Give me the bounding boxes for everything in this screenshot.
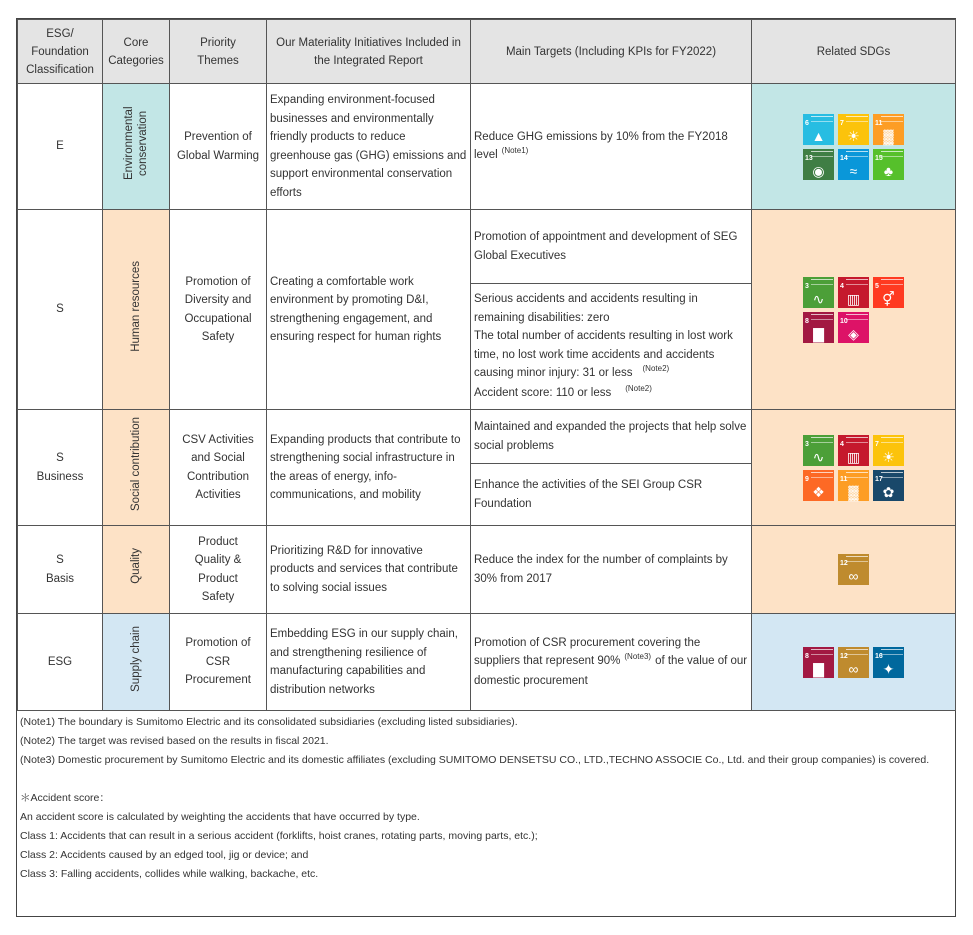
sdg-number: 11 xyxy=(875,119,883,127)
sdg-number: 3 xyxy=(805,440,809,448)
esg-cell xyxy=(18,526,103,614)
sdg-17-partnership-icon xyxy=(873,470,904,501)
sdg-cell xyxy=(752,410,956,526)
sdg-7-sun-icon xyxy=(873,435,904,466)
sdg-number: 5 xyxy=(875,282,879,290)
note-ref: (Note2) xyxy=(625,383,652,393)
sdg-icon-grid xyxy=(752,114,955,180)
city-icon: ▓ xyxy=(848,483,859,500)
sdg-title-lines xyxy=(881,437,903,443)
table-row xyxy=(18,210,956,284)
initiative-cell: Embedding ESG in our supply chain, and strengthening resilience of manufacturing capabilities and distribution networks xyxy=(267,614,471,711)
sdg-title-lines xyxy=(881,472,903,478)
sdg-4-book-icon xyxy=(838,435,869,466)
sdg-cell xyxy=(752,526,956,614)
sdg-title-lines xyxy=(811,649,833,655)
materiality-document xyxy=(16,18,956,917)
sdg-number: 10 xyxy=(840,317,848,325)
target-text: Promotion of CSR procurement covering the suppliers that represent 90% xyxy=(474,636,701,668)
accident-score-description: An accident score is calculated by weighting the accidents that have occurred by type. xyxy=(20,811,420,823)
esg-cell xyxy=(18,614,103,711)
partnership-icon: ✿ xyxy=(882,483,895,500)
header-initiatives: Our Materiality Initiatives Included in the Integrated Report xyxy=(267,20,471,84)
header-sdgs: Related SDGs xyxy=(752,20,956,84)
note-ref: (Note3) xyxy=(624,652,652,662)
sdg-3-heartbeat-icon xyxy=(803,435,834,466)
sdg-9-cube-icon xyxy=(803,470,834,501)
sdg-title-lines xyxy=(881,151,903,157)
sdg-title-lines xyxy=(846,437,868,443)
sdg-number: 12 xyxy=(840,652,848,660)
eye-globe-icon: ◉ xyxy=(812,162,825,179)
sdg-icon-grid xyxy=(752,277,955,343)
sdg-6-water-drop-icon xyxy=(803,114,834,145)
sdg-7-sun-icon xyxy=(838,114,869,145)
core-label: Social contribution xyxy=(130,417,142,512)
initiative-cell: Creating a comfortable work environment by promoting D&I, strengthening engagement, and ensuring respect for human rights xyxy=(267,210,471,410)
initiative-cell: Expanding environment-focused businesses and environmentally friendly products to reduce greenhouse gas (GHG) emissions and support environmental conservation efforts xyxy=(267,84,471,210)
cube-icon: ❖ xyxy=(812,483,825,500)
note-ref: (Note1) xyxy=(501,146,529,155)
theme-cell: CSV Activities and Social Contribution Activities xyxy=(170,410,267,526)
esg-value: S xyxy=(56,303,64,316)
esg-value: E xyxy=(56,140,64,153)
sdg-11-city-icon xyxy=(873,114,904,145)
core-label: Environmental conservation xyxy=(123,106,149,181)
target-cell: Maintained and expanded the projects that help solve social problems xyxy=(471,410,752,464)
sdg-16-dove-icon xyxy=(873,647,904,678)
theme-cell: Product Quality & Product Safety xyxy=(170,526,267,614)
class3-text: Class 3: Falling accidents, collides while walking, backache, etc. xyxy=(20,868,319,880)
sdg-title-lines xyxy=(846,279,868,285)
header-core: Core Categories xyxy=(103,20,170,84)
target-cell xyxy=(471,284,752,410)
sdg-12-infinity-icon xyxy=(838,647,869,678)
initiative-cell: Prioritizing R&D for innovative products and services that contribute to solving social issues xyxy=(267,526,471,614)
target-text: Reduce GHG emissions by 10% from the FY2018 level xyxy=(474,130,728,161)
infinity-icon: ∞ xyxy=(848,660,859,677)
sdg-title-lines xyxy=(811,314,833,320)
sdg-title-lines xyxy=(881,279,903,285)
header-theme: Priority Themes xyxy=(170,20,267,84)
target-cell xyxy=(471,614,752,711)
header-row xyxy=(18,20,956,84)
sdg-3-heartbeat-icon xyxy=(803,277,834,308)
header-esg: ESG/ Foundation Classification xyxy=(18,20,103,84)
target-line xyxy=(474,384,748,404)
core-cell xyxy=(103,526,170,614)
sdg-number: 3 xyxy=(805,282,809,290)
sdg-title-lines xyxy=(846,472,868,478)
sdg-number: 15 xyxy=(875,154,883,162)
water-drop-icon: ▲ xyxy=(811,127,826,144)
sun-icon: ☀ xyxy=(847,127,860,144)
sdg-number: 7 xyxy=(840,119,844,127)
sdg-12-infinity-icon xyxy=(838,554,869,585)
sdg-cell xyxy=(752,84,956,210)
target-line: Serious accidents and accidents resulting in remaining disabilities: zero xyxy=(474,293,698,324)
target-line xyxy=(474,327,748,384)
esg-value: S xyxy=(56,452,64,464)
footnotes xyxy=(20,713,951,884)
sdg-number: 13 xyxy=(805,154,813,162)
sdg-title-lines xyxy=(846,116,868,122)
core-cell xyxy=(103,410,170,526)
dove-icon: ✦ xyxy=(882,660,895,677)
core-cell xyxy=(103,210,170,410)
note2: (Note2) The target was revised based on the results in fiscal 2021. xyxy=(20,735,329,747)
core-cell xyxy=(103,614,170,711)
accident-score-heading: ＊Accident score： xyxy=(20,792,110,804)
sdg-number: 4 xyxy=(840,282,844,290)
sdg-number: 14 xyxy=(840,154,848,162)
sdg-title-lines xyxy=(811,279,833,285)
city-icon: ▓ xyxy=(883,127,894,144)
growth-chart-icon: ▇ xyxy=(813,660,824,677)
sdg-8-growth-chart-icon xyxy=(803,647,834,678)
class1-text: Class 1: Accidents that can result in a serious accident (forklifts, hoist cranes, rotating parts, moving parts, etc.); xyxy=(20,830,538,842)
class2-text: Class 2: Accidents caused by an edged tool, jig or device; and xyxy=(20,849,309,861)
table-row xyxy=(18,526,956,614)
theme-cell: Promotion of CSR Procurement xyxy=(170,614,267,711)
equality-icon: ◈ xyxy=(848,325,859,342)
sdg-icon-grid xyxy=(752,647,955,678)
sdg-number: 9 xyxy=(805,475,809,483)
sdg-title-lines xyxy=(811,151,833,157)
target-cell: Reduce the index for the number of complaints by 30% from 2017 xyxy=(471,526,752,614)
sdg-title-lines xyxy=(811,116,833,122)
note1: (Note1) The boundary is Sumitomo Electric and its consolidated subsidiaries (excluding listed subsidiaries). xyxy=(20,716,518,728)
sdg-title-lines xyxy=(846,649,868,655)
core-cell xyxy=(103,84,170,210)
gender-icon: ⚥ xyxy=(882,290,895,307)
sdg-8-growth-chart-icon xyxy=(803,312,834,343)
sdg-title-lines xyxy=(881,116,903,122)
tree-icon: ♣ xyxy=(883,162,894,179)
fish-icon: ≈ xyxy=(849,162,858,179)
note3: (Note3) Domestic procurement by Sumitomo Electric and its domestic affiliates (excluding SUMITOMO DENSETSU CO., LTD.,TECHNO ASSOCIE Co., Ltd. and their group companies) is covered. xyxy=(20,754,930,766)
sdg-title-lines xyxy=(846,314,868,320)
sdg-number: 6 xyxy=(805,119,809,127)
table-row xyxy=(18,84,956,210)
target-cell: Enhance the activities of the SEI Group CSR Foundation xyxy=(471,464,752,526)
core-label: Supply chain xyxy=(130,625,142,692)
target-text: Accident score: 110 or less xyxy=(474,386,612,399)
core-label: Quality xyxy=(130,548,142,585)
heartbeat-icon: ∿ xyxy=(812,290,825,307)
infinity-icon: ∞ xyxy=(848,568,859,584)
sdg-icon-grid xyxy=(752,554,955,585)
target-cell: Promotion of appointment and development of SEG Global Executives xyxy=(471,210,752,284)
sdg-title-lines xyxy=(811,437,833,443)
sdg-14-fish-icon xyxy=(838,149,869,180)
book-icon: ▥ xyxy=(846,448,861,465)
sdg-number: 8 xyxy=(805,317,809,325)
sdg-10-equality-icon xyxy=(838,312,869,343)
core-label: Human resources xyxy=(130,260,142,352)
sdg-title-lines xyxy=(811,472,833,478)
header-targets: Main Targets (Including KPIs for FY2022) xyxy=(471,20,752,84)
sdg-number: 8 xyxy=(805,652,809,660)
sdg-title-lines xyxy=(846,556,868,562)
theme-cell: Prevention of Global Warming xyxy=(170,84,267,210)
table-row xyxy=(18,614,956,711)
sdg-13-eye-globe-icon xyxy=(803,149,834,180)
esg-value: S xyxy=(56,554,64,566)
esg-cell xyxy=(18,84,103,210)
sdg-4-book-icon xyxy=(838,277,869,308)
sdg-5-gender-icon xyxy=(873,277,904,308)
esg-subvalue: Business xyxy=(36,470,84,483)
initiative-cell: Expanding products that contribute to strengthening social infrastructure in the areas of energy, info-communications, and mobility xyxy=(267,410,471,526)
sdg-cell xyxy=(752,210,956,410)
sdg-number: 12 xyxy=(840,560,848,567)
sdg-icon-grid xyxy=(752,435,955,501)
table-row xyxy=(18,410,956,464)
growth-chart-icon: ▇ xyxy=(813,325,824,342)
sdg-number: 7 xyxy=(875,440,879,448)
target-cell xyxy=(471,84,752,210)
esg-cell xyxy=(18,210,103,410)
sdg-cell xyxy=(752,614,956,711)
sdg-title-lines xyxy=(881,649,903,655)
esg-cell xyxy=(18,410,103,526)
sdg-title-lines xyxy=(846,151,868,157)
sdg-11-city-icon xyxy=(838,470,869,501)
sdg-15-tree-icon xyxy=(873,149,904,180)
target-text: The total number of accidents resulting in lost work time, no lost work time accidents and accidents causing minor injury: 31 or less xyxy=(474,330,733,379)
sdg-number: 11 xyxy=(840,475,848,483)
note-ref: (Note2) xyxy=(642,364,670,373)
heartbeat-icon: ∿ xyxy=(812,448,825,465)
sdg-number: 4 xyxy=(840,440,844,448)
sdg-number: 17 xyxy=(875,475,883,483)
book-icon: ▥ xyxy=(846,290,861,307)
sdg-number: 16 xyxy=(875,652,883,660)
theme-cell: Promotion of Diversity and Occupational Safety xyxy=(170,210,267,410)
esg-subvalue: Basis xyxy=(45,572,75,585)
esg-value: ESG xyxy=(47,655,73,668)
materiality-table xyxy=(17,19,956,711)
sun-icon: ☀ xyxy=(882,448,895,465)
target-text: of the value of our domestic procurement xyxy=(474,655,748,687)
